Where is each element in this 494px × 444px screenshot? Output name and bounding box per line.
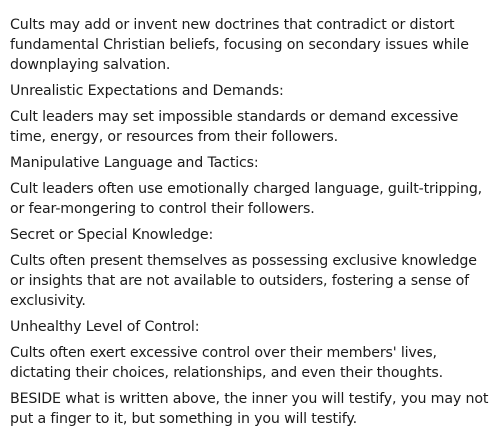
paragraph-exclusive-knowledge: Cults often present themselves as possessing exclusive knowledge or insights that are not available to outsiders, fostering a sense of exclusivity.: [10, 253, 477, 309]
partial-heading: [10, 0, 492, 11]
heading-secret-knowledge: Secret or Special Knowledge:: [10, 227, 214, 243]
heading-manipulative-language: Manipulative Language and Tactics:: [10, 155, 259, 171]
paragraph-inner-testimony: BESIDE what is written above, the inner you will testify, you may not put a finger to it, but something in you will testify.: [10, 391, 489, 427]
heading-unrealistic-expectations: Unrealistic Expectations and Demands:: [10, 83, 284, 99]
paragraph-doctrines: Cults may add or invent new doctrines that contradict or distort fundamental Christian beliefs, focusing on secondary issues while downplaying salvation.: [10, 17, 469, 73]
paragraph-emotional-language: Cult leaders often use emotionally charged language, guilt-tripping, or fear-mongering to control their followers.: [10, 181, 483, 217]
document-body: [10, 0, 492, 435]
heading-unhealthy-control: Unhealthy Level of Control:: [10, 319, 200, 335]
paragraph-impossible-standards: Cult leaders may set impossible standards or demand excessive time, energy, or resources from their followers.: [10, 109, 459, 145]
paragraph-excessive-control: Cults often exert excessive control over their members' lives, dictating their choices, relationships, and even their thoughts.: [10, 345, 443, 381]
